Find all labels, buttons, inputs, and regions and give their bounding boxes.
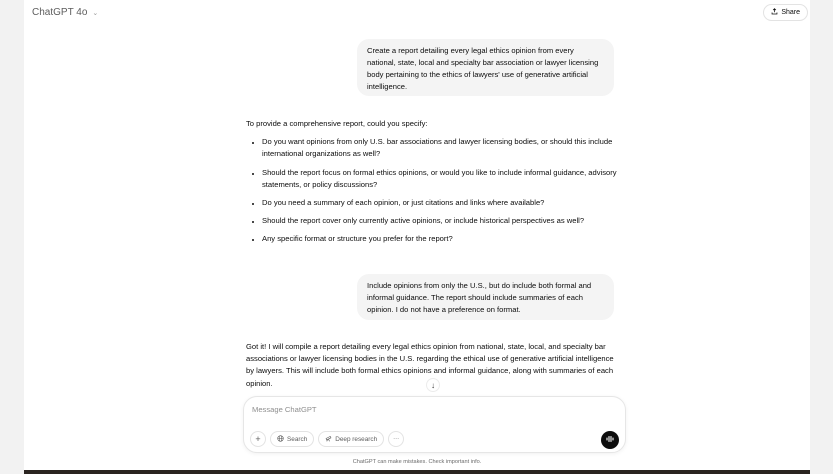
message-input[interactable]: Message ChatGPT: [252, 405, 317, 414]
plus-icon: +: [255, 434, 261, 444]
deep-research-label: Deep research: [335, 435, 378, 443]
add-attachment-button[interactable]: [250, 431, 266, 447]
globe-icon: [277, 435, 284, 444]
top-bar: [24, 0, 810, 28]
disclaimer-text: ChatGPT can make mistakes. Check important info.: [352, 459, 482, 465]
chevron-down-icon: ⌄: [92, 9, 99, 17]
model-selector[interactable]: [32, 7, 98, 18]
list-item: • Do you need a summary of each opinion, or just citations and links where available?: [262, 197, 618, 209]
telescope-icon: [325, 435, 332, 444]
scroll-to-bottom-button[interactable]: [426, 378, 440, 392]
list-item: • Should the report cover only currently active opinions, or include historical perspectives as well?: [262, 215, 618, 227]
user-message-text: Create a report detailing every legal ethics opinion from every national, state, local and specialty bar association or lawyer licensing body pertaining to the ethics of lawyers' use of generative artificial intelligence.: [367, 46, 599, 91]
chat-window: [24, 0, 810, 470]
assistant-question-list: [246, 136, 618, 245]
user-message-text: Include opinions from only the U.S., but do include both formal and informal guidance. The report should include summaries of each opinion. I do not have a preference on format.: [367, 281, 592, 314]
share-icon: [771, 8, 778, 17]
waveform-icon: [605, 431, 615, 449]
composer-toolbar: [250, 431, 404, 447]
deep-research-button[interactable]: [318, 431, 384, 447]
list-item: • Any specific format or structure you prefer for the report?: [262, 233, 618, 245]
desktop-background-strip: [24, 470, 810, 474]
ellipsis-icon: ···: [393, 436, 400, 442]
list-item: • Do you want opinions from only U.S. bar associations and lawyer licensing bodies, or should this include international organizations as well?: [262, 136, 618, 160]
message-composer: [243, 396, 626, 453]
assistant-text: Got it! I will compile a report detailing every legal ethics opinion from national, state, local, and specialty bar associations or lawyer licensing bodies in the U.S. regarding the ethical use of generative artificial intelligence by lawyers. This will include both formal ethics opinions and informal guidance, along with summaries of each opinion.: [246, 342, 614, 388]
share-button[interactable]: [763, 4, 808, 21]
list-item: • Should the report focus on formal ethics opinions, or would you like to include informal guidance, advisory statements, or policy discussions?: [262, 167, 618, 191]
search-label: Search: [287, 435, 308, 443]
assistant-intro: To provide a comprehensive report, could you specify:: [246, 119, 428, 128]
user-message: [357, 39, 614, 96]
share-label: Share: [781, 9, 800, 16]
search-button[interactable]: [270, 431, 314, 447]
assistant-message: [246, 118, 618, 252]
arrow-down-icon: ↓: [431, 380, 435, 390]
user-message: [357, 274, 614, 320]
model-name: ChatGPT 4o: [32, 7, 88, 18]
voice-mode-button[interactable]: [601, 431, 619, 449]
more-tools-button[interactable]: [388, 431, 404, 447]
